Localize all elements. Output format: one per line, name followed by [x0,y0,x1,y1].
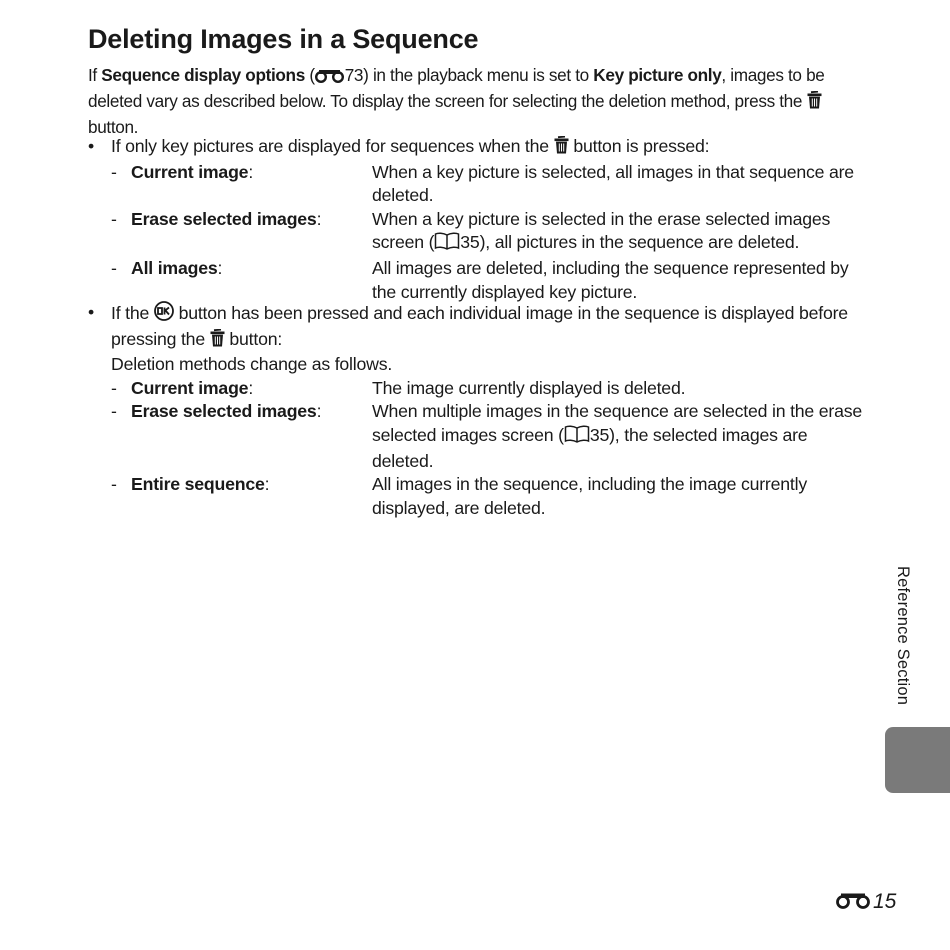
page-title: Deleting Images in a Sequence [88,24,479,54]
option-entire-sequence: - Entire sequence: All images in the sequence, including the image currently displayed, are deleted. [111,473,863,520]
intro-paragraph: If Sequence display options ( 73) in the playback menu is set to Key picture only, images to be deleted vary as described below. To display the screen for selecting the deletion method, press the button. [88,65,825,137]
option-all-images: - All images: All images are deleted, including the sequence represented by the currently displayed key picture. [111,257,863,304]
option-term: Erase selected images [131,401,317,422]
option-description: When a key picture is selected in the erase selected images screen ( 35), all pictures in the sequence are deleted. [372,208,863,257]
option-description: When multiple images in the sequence are selected in the erase selected images screen ( 35), the selected images are deleted. [372,401,863,471]
option-current-image: - Current image: The image currently displayed is deleted. [111,377,863,401]
option-term: Erase selected images [131,208,317,229]
trash-icon [807,91,822,115]
bullet-individual-images: • If the button has been pressed and each individual image in the sequence is displayed before pressing the button: Deletion methods change as follows. - Current image: The image currently displayed is deleted. - Erase selected images: When multiple images in the sequence are selected in the erase selected images screen ( 35), the selected images are deleted. - Entire sequence: All images in the sequence, including the image currently displayed, are deleted. [88,301,863,520]
option-description: The image currently displayed is deleted. [372,377,686,398]
section-side-label: Reference Section [894,566,912,706]
binoculars-reference-icon [836,891,870,915]
bullet-key-pictures: • If only key pictures are displayed for sequences when the button is pressed: - Current image: When a key picture is selected, all images in that sequence are deleted. - Erase selected images: When a key picture is selected in the erase selected images screen ( 35), all pictures in the sequence are deleted. - All images: All images are deleted, including the sequence represented by the currently displayed key picture. [88,135,863,304]
ok-button-icon [154,301,174,328]
book-icon [564,425,590,450]
option-term: Current image [131,161,249,182]
option-term: Current image [131,377,249,398]
trash-icon [554,136,569,161]
bullet-marker: • [88,136,94,156]
book-icon [434,232,460,257]
menu-option-name: Sequence display options [101,65,305,85]
option-erase-selected-images: - Erase selected images: When multiple images in the sequence are selected in the erase selected images screen ( 35), the selected images are deleted. [111,400,863,473]
binoculars-reference-icon [315,65,345,89]
bullet-marker: • [88,302,94,322]
page-number: 15 [836,890,896,915]
option-current-image: - Current image: When a key picture is selected, all images in that sequence are deleted. [111,161,863,208]
deletion-methods-note: Deletion methods change as follows. [111,354,393,375]
option-term: Entire sequence [131,474,265,495]
option-description: All images in the sequence, including the image currently displayed, are deleted. [372,474,807,518]
option-term: All images [131,257,218,278]
option-description: All images are deleted, including the sequence represented by the currently displayed key picture. [372,257,849,302]
option-description: When a key picture is selected, all images in that sequence are deleted. [372,161,854,206]
menu-setting-name: Key picture only [593,65,722,85]
section-tab [885,727,950,793]
option-erase-selected-images: - Erase selected images: When a key picture is selected in the erase selected images screen ( 35), all pictures in the sequence are deleted. [111,208,863,257]
trash-icon [210,329,225,354]
reference-page: 73 [344,65,364,85]
